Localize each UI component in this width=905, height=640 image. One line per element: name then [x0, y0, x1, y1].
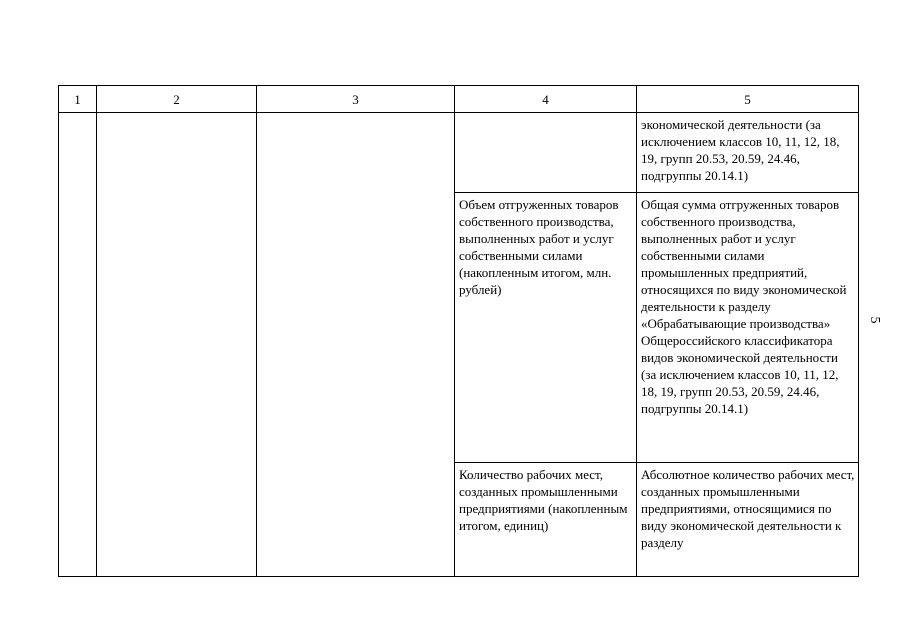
indicator-text: [455, 113, 636, 119]
indicators-table: [58, 85, 859, 577]
indicator-text: Объем отгруженных товаров собственного производства, выполненных работ и услуг собственными силами (накопленным итогом, млн. рублей): [459, 197, 619, 297]
cell-indicator: [455, 113, 637, 193]
cell-col3: [257, 113, 455, 577]
description-text: экономической деятельности (за исключением классов 10, 11, 12, 18, 19, групп 20.53, 20.59, 24.46, подгруппы 20.14.1): [641, 117, 840, 183]
cell-description: [637, 463, 859, 577]
cell-description: [637, 113, 859, 193]
header-cell-1: 1: [59, 86, 97, 113]
page-number: 5: [867, 316, 882, 324]
header-cell-4: 4: [455, 86, 637, 113]
cell-col2: [97, 113, 257, 577]
cell-indicator: [455, 463, 637, 577]
header-cell-5: 5: [637, 86, 859, 113]
table-header-row: [59, 86, 859, 113]
header-cell-3: 3: [257, 86, 455, 113]
table-row: [59, 113, 859, 193]
header-cell-2: 2: [97, 86, 257, 113]
cell-indicator: [455, 193, 637, 463]
indicator-text: Количество рабочих мест, созданных промышленными предприятиями (накопленным итогом, единиц): [459, 467, 628, 533]
description-text: Абсолютное количество рабочих мест, созданных промышленными предприятиями, относящимися по виду экономической деятельности к разделу: [641, 467, 855, 550]
description-text: Общая сумма отгруженных товаров собственного производства, выполненных работ и услуг собственными силами промышленных предприятий, относящихся по виду экономической деятельности к разделу «Обрабатывающие производства» Общероссийского классификатора видов экономической деятельности (за исключением классов 10, 11, 12, 18, 19, групп 20.53, 20.59, 24.46, подгруппы 20.14.1): [641, 197, 847, 416]
cell-description: [637, 193, 859, 463]
cell-col1: [59, 113, 97, 577]
